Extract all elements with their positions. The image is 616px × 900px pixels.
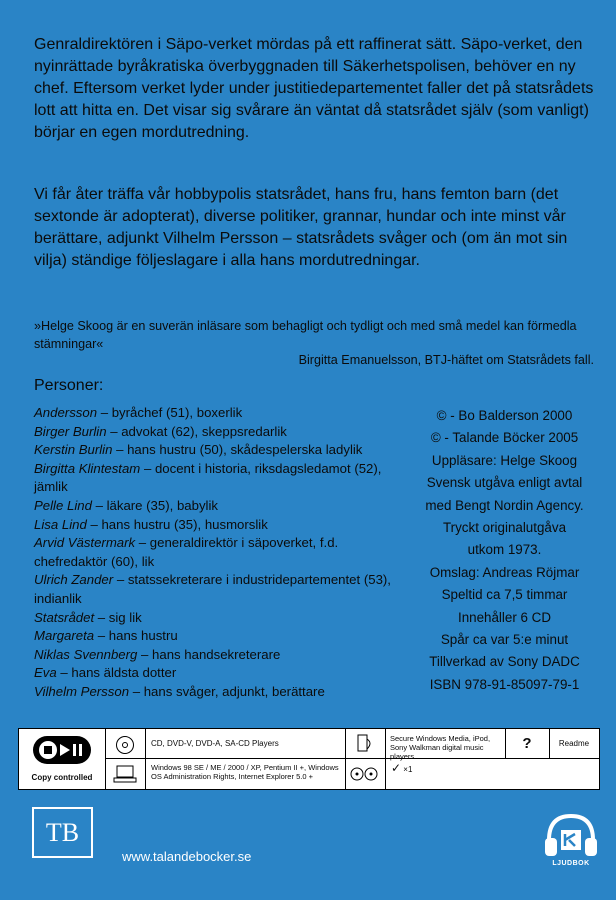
person-name: Margareta (34, 628, 95, 644)
windows-requirements-text: Windows 98 SE / ME / 2000 / XP, Pentium II +, Windows OS Administration Rights, Internet Explorer 5.0 + (151, 763, 339, 781)
person-name: Lisa Lind (34, 516, 87, 532)
persons-heading: Personer: (34, 377, 104, 394)
info-line: Speltid ca 7,5 timmar (441, 587, 568, 603)
description-paragraph-2: Vi får åter träffa vår hobbypolis statsrådet, hans fru, hans femton barn (det sextonde är adopterat), diverse politiker, grannar, hundar och inte minst vår berättare, adjunkt Vilhelm Persson – statsrådets svåger och (om än mot sin vilja) ständige följeslagare i alla hans mordutredningar. (34, 186, 568, 269)
production-info (402, 405, 607, 696)
info-line: med Bengt Nordin Agency. (425, 497, 584, 513)
person-name: Vilhelm Persson (34, 683, 130, 699)
info-line: Svensk utgåva enligt avtal (426, 475, 583, 491)
person-name: Pelle Lind (34, 497, 92, 513)
person-desc: – byråchef (51), boxerlik (97, 405, 243, 420)
person-item (34, 534, 404, 571)
readme-label: Readme (558, 739, 590, 748)
ljudbok-logo (541, 810, 601, 874)
info-line: Tillverkad av Sony DADC (429, 654, 580, 670)
person-desc: – hans hustru (94, 628, 178, 644)
info-line: Tryckt originalutgåva (442, 520, 567, 536)
person-name: Birger Burlin (34, 423, 107, 439)
person-item (34, 404, 404, 423)
person-desc: – hans äldsta dotter (56, 665, 177, 681)
talande-bocker-logo: TB (32, 807, 93, 858)
info-line: Spår ca var 5:e minut (440, 632, 569, 648)
person-name: Birgitta Klintestam (34, 460, 141, 476)
check-icon: ✓ (391, 761, 402, 775)
person-desc: – generaldirektör i säpoverket, f.d. chefredaktör (60), lik (34, 535, 339, 569)
players-text: CD, DVD-V, DVD-A, SA-CD Players (151, 739, 279, 748)
person-item (34, 516, 404, 535)
person-desc: – hans handsekreterare (137, 646, 281, 662)
person-name: Statsrådet (34, 609, 95, 625)
person-name: Kerstin Burlin (34, 442, 113, 458)
info-line: Uppläsare: Helge Skoog (431, 452, 578, 468)
person-name: Eva (34, 665, 57, 681)
person-item (34, 423, 404, 442)
review-quote-source: Birgitta Emanuelsson, BTJ-häftet om Statsrådets fall. (298, 353, 594, 367)
person-name: Andersson (34, 405, 98, 420)
person-desc: – advokat (62), skeppsredarlik (106, 423, 287, 439)
review-quote: »Helge Skoog är en suverän inläsare som behagligt och tydligt och med små medel kan förmedla stämningar« (34, 319, 577, 351)
person-item (34, 497, 404, 516)
media-players-text: Secure Windows Media, iPod, Sony Walkman digital music players (390, 734, 491, 761)
portable-player-icon (355, 733, 375, 755)
person-desc: – hans hustru (35), husmorslik (86, 516, 268, 532)
person-name: Arvid Västermark (34, 535, 136, 551)
info-line: Omslag: Andreas Röjmar (429, 564, 580, 580)
person-item (34, 460, 404, 497)
copy-controlled-icon (32, 735, 92, 765)
person-item (34, 627, 404, 646)
info-line: ISBN 978-91-85097-79-1 (429, 676, 580, 692)
disc-icon (115, 735, 135, 755)
person-item (34, 664, 404, 683)
persons-list (34, 404, 404, 702)
person-desc: – statssekreterare i industridepartementet (53), indianlik (34, 572, 391, 606)
person-item (34, 683, 404, 702)
description-paragraph-1: Genraldirektören i Säpo-verket mördas på ett raffinerat sätt. Säpo-verket, den nyinrättade byråkratiska överbyggnaden till Säkerhetspolisen, behöver en ny chef. Eftersom verket lyder under justitiedepartementet faller det på statsrådets lott att hitta en. Det visar sig svårare än väntat då statsrådet själv (som vanligt) börjar en egen mordutredning. (34, 36, 594, 141)
person-desc: – hans svåger, adjunkt, berättare (129, 683, 325, 699)
person-item (34, 646, 404, 665)
info-line: Innehåller 6 CD (457, 609, 552, 625)
discs-icon (350, 767, 380, 781)
ljudbok-label: LJUDBOK (552, 860, 590, 867)
person-item (34, 441, 404, 460)
website-url[interactable]: www.talandebocker.se (122, 849, 252, 864)
help-icon: ? (522, 735, 532, 752)
computer-icon (113, 764, 137, 784)
person-desc: – sig lik (94, 609, 142, 625)
copy-controlled-label: Copy controlled (31, 773, 93, 782)
person-name: Ulrich Zander (34, 572, 114, 588)
info-line: © - Talande Böcker 2005 (430, 430, 579, 446)
info-line: © - Bo Balderson 2000 (436, 408, 573, 423)
person-name: Niklas Svennberg (34, 646, 138, 662)
times-one-text: ×1 (403, 765, 413, 774)
compatibility-box (18, 728, 600, 790)
person-item (34, 571, 404, 608)
headphones-icon (541, 810, 601, 860)
person-item (34, 609, 404, 628)
person-desc: – docent i historia, riksdagsledamot (52), jämlik (34, 460, 382, 495)
info-line: utkom 1973. (467, 542, 542, 558)
person-desc: – hans hustru (50), skådespelerska ladylik (112, 442, 363, 458)
person-desc: – läkare (35), babylik (91, 497, 218, 513)
